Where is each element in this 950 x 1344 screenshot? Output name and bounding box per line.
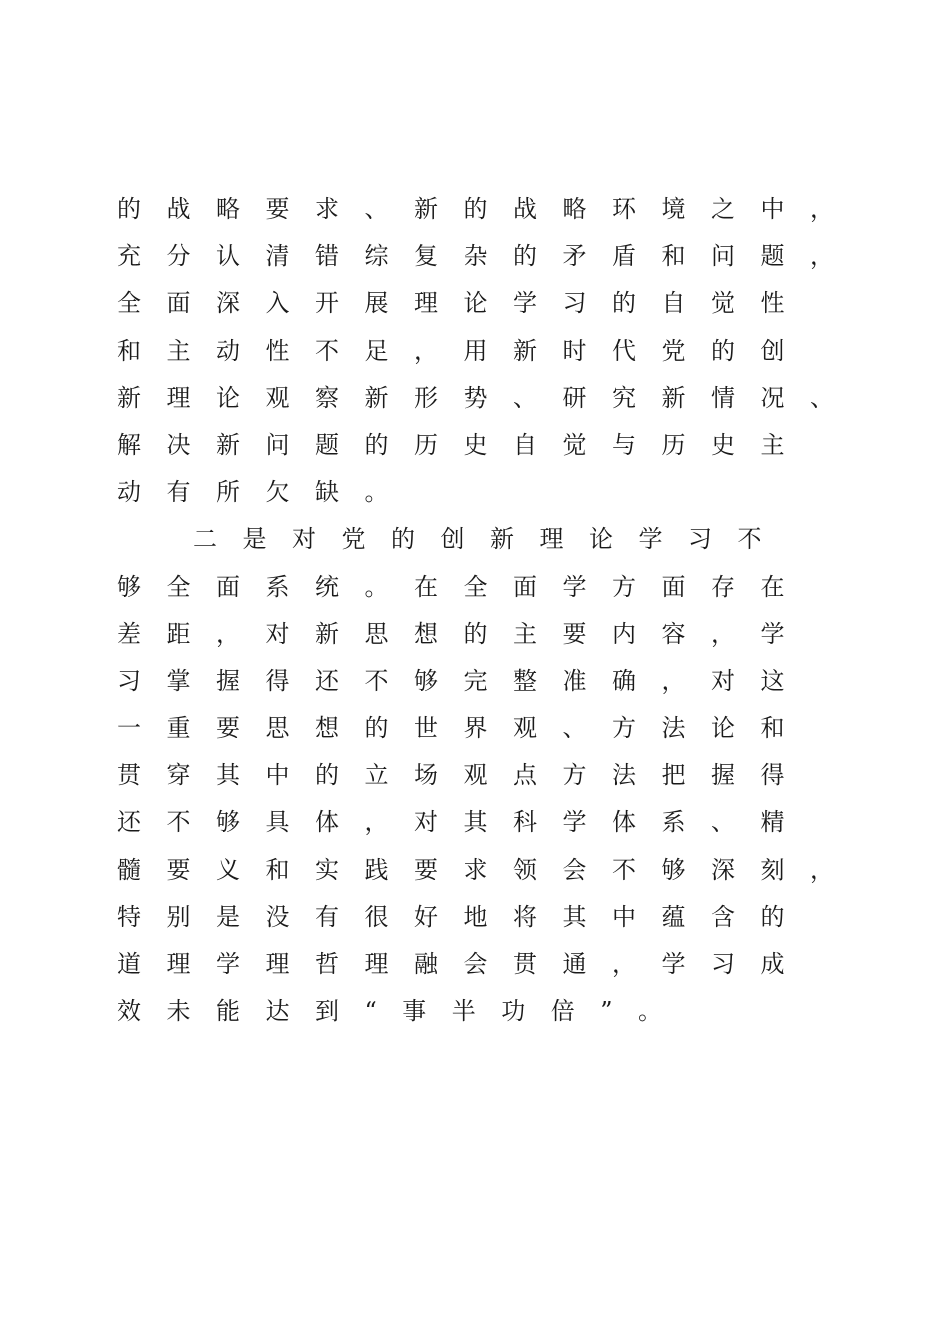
text-line: 贯穿其中的立场观点方法把握得 <box>117 761 810 790</box>
text-line: 充分认清错综复杂的矛盾和问题， <box>117 242 860 271</box>
text-line: 够全面系统。在全面学方面存在 <box>117 572 810 601</box>
text-line: 习掌握得还不够完整准确，对这 <box>117 666 810 695</box>
text-line: 动有所欠缺。 <box>117 478 414 507</box>
text-line: 髓要义和实践要求领会不够深刻， <box>117 855 860 884</box>
text-line: 还不够具体，对其科学体系、精 <box>117 808 810 837</box>
text-line: 和主动性不足，用新时代党的创 <box>117 336 810 365</box>
text-line: 的战略要求、新的战略环境之中， <box>117 195 860 223</box>
text-line: 效未能达到“事半功倍”。 <box>117 997 688 1026</box>
paragraph-start-line: 二是对党的创新理论学习不 <box>193 525 787 554</box>
text-line: 全面深入开展理论学习的自觉性 <box>117 289 810 318</box>
text-line: 解决新问题的历史自觉与历史主 <box>117 430 810 459</box>
text-line: 道理学理哲理融会贯通，学习成 <box>117 950 810 978</box>
body-text <box>117 186 860 1035</box>
text-line: 新理论观察新形势、研究新情况、 <box>117 383 860 412</box>
text-line: 特别是没有很好地将其中蕴含的 <box>117 902 810 931</box>
text-line: 一重要思想的世界观、方法论和 <box>117 714 810 743</box>
text-line: 差距，对新思想的主要内容，学 <box>117 619 810 648</box>
